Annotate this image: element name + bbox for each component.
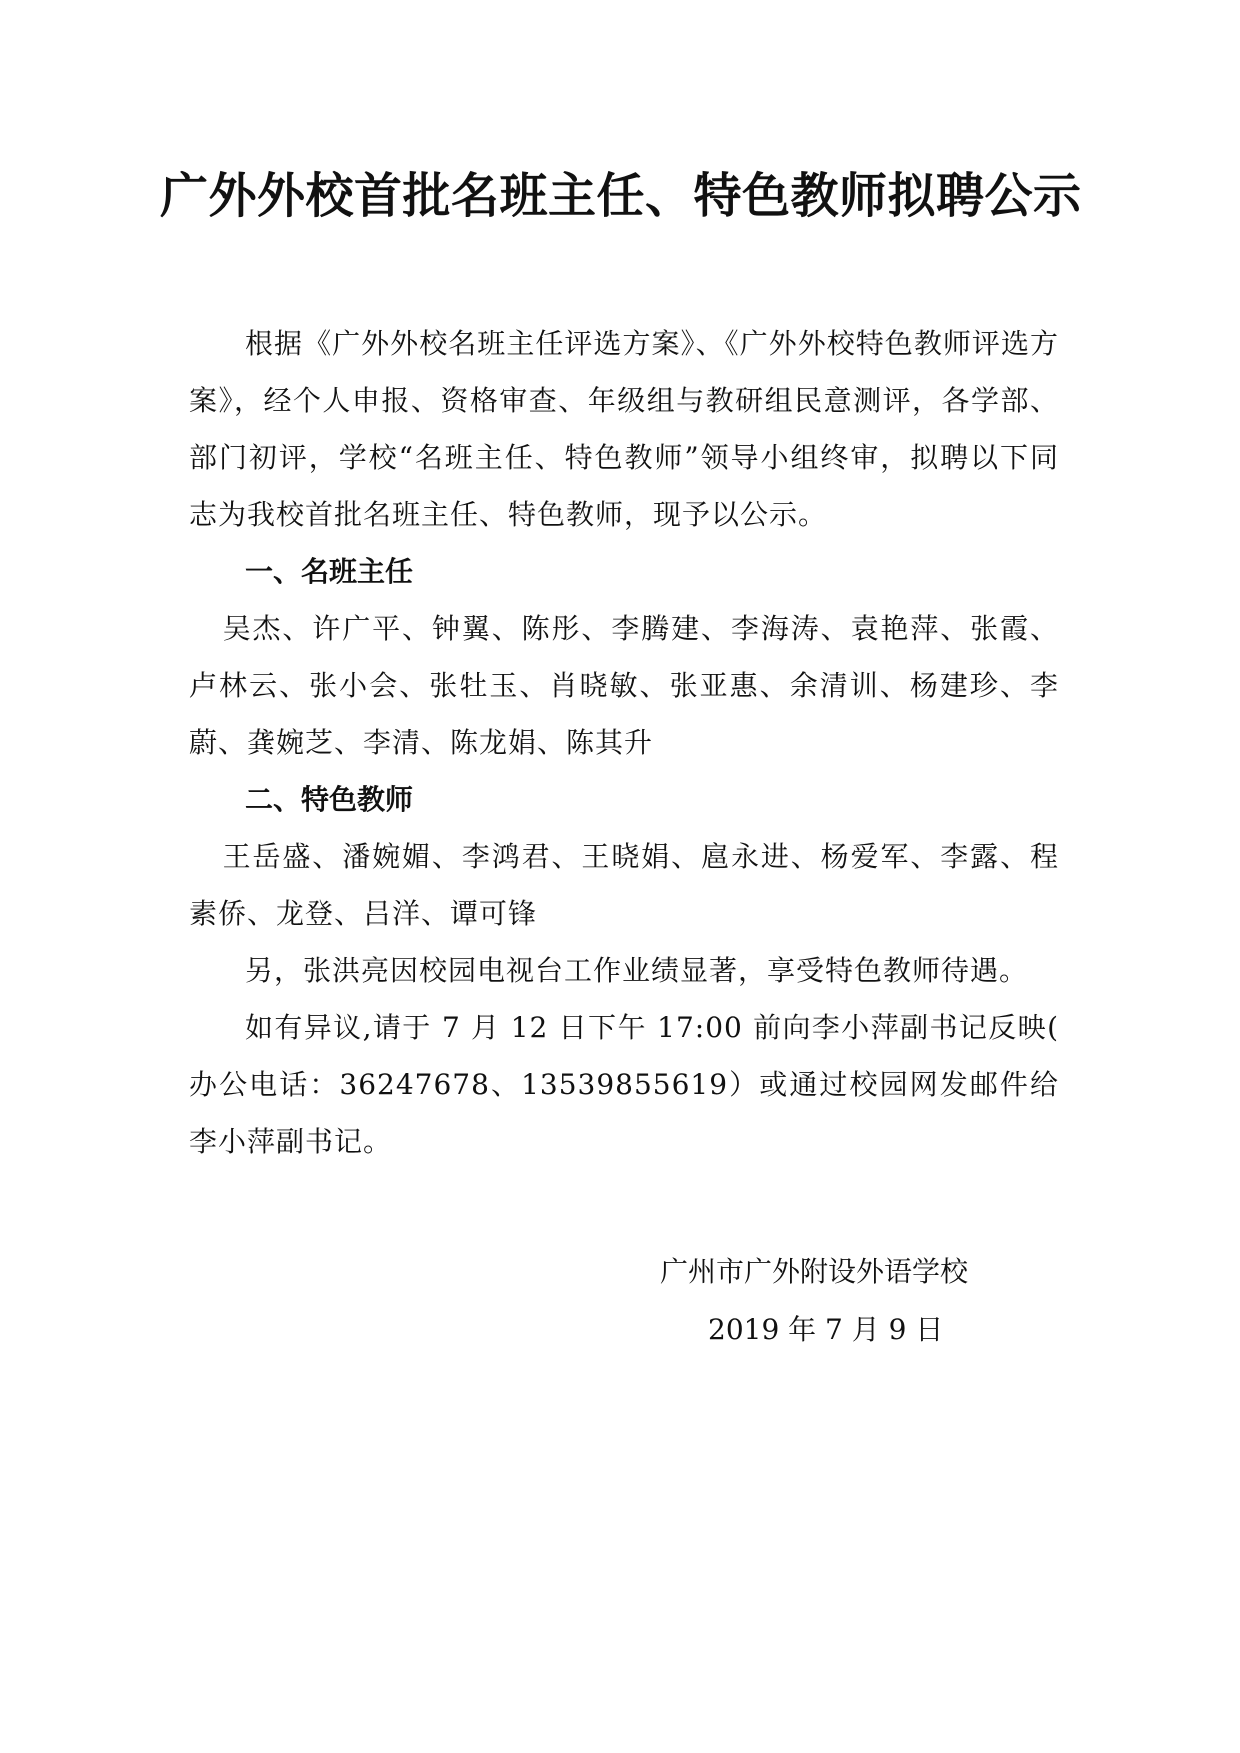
intro-paragraph: 根据《广外外校名班主任评选方案》、《广外外校特色教师评选方案》，经个人申报、资格审查、年级组与教研组民意测评，各学部、部门初评，学校“名班主任、特色教师”领导小组终审，拟聘以下同志为我校首批名班主任、特色教师，现予以公示。 <box>189 327 1059 531</box>
note-paragraph: 另，张洪亮因校园电视台工作业绩显著，享受特色教师待遇。 <box>245 954 1029 987</box>
objection-paragraph: 如有异议,请于 7 月 12 日下午 17:00 前向李小萍副书记反映( 办公电话：36247678、13539855619）或通过校园网发邮件给李小萍副书记。 <box>189 1011 1059 1158</box>
document-title: 广外外校首批名班主任、特色教师拟聘公示 <box>160 168 1082 224</box>
head-teachers-list: 吴杰、许广平、钟翼、陈彤、李腾建、李海涛、袁艳萍、张霞、卢林云、张小会、张牡玉、肖晓敏、张亚惠、余清训、杨建珍、李蔚、龚婉芝、李清、陈龙娟、陈其升 <box>189 612 1059 759</box>
section-heading-head-teachers: 一、名班主任 <box>245 555 414 588</box>
signature-date: 2019 年 7 月 9 日 <box>708 1313 944 1346</box>
section-heading-featured-teachers: 二、特色教师 <box>245 783 414 816</box>
featured-teachers-list: 王岳盛、潘婉媚、李鸿君、王晓娟、扈永进、杨爱军、李露、程素侨、龙登、吕洋、谭可锋 <box>189 840 1059 930</box>
signature-block <box>660 1243 1040 1359</box>
document-body <box>189 315 1059 1170</box>
signature-organization: 广州市广外附设外语学校 <box>660 1255 969 1288</box>
